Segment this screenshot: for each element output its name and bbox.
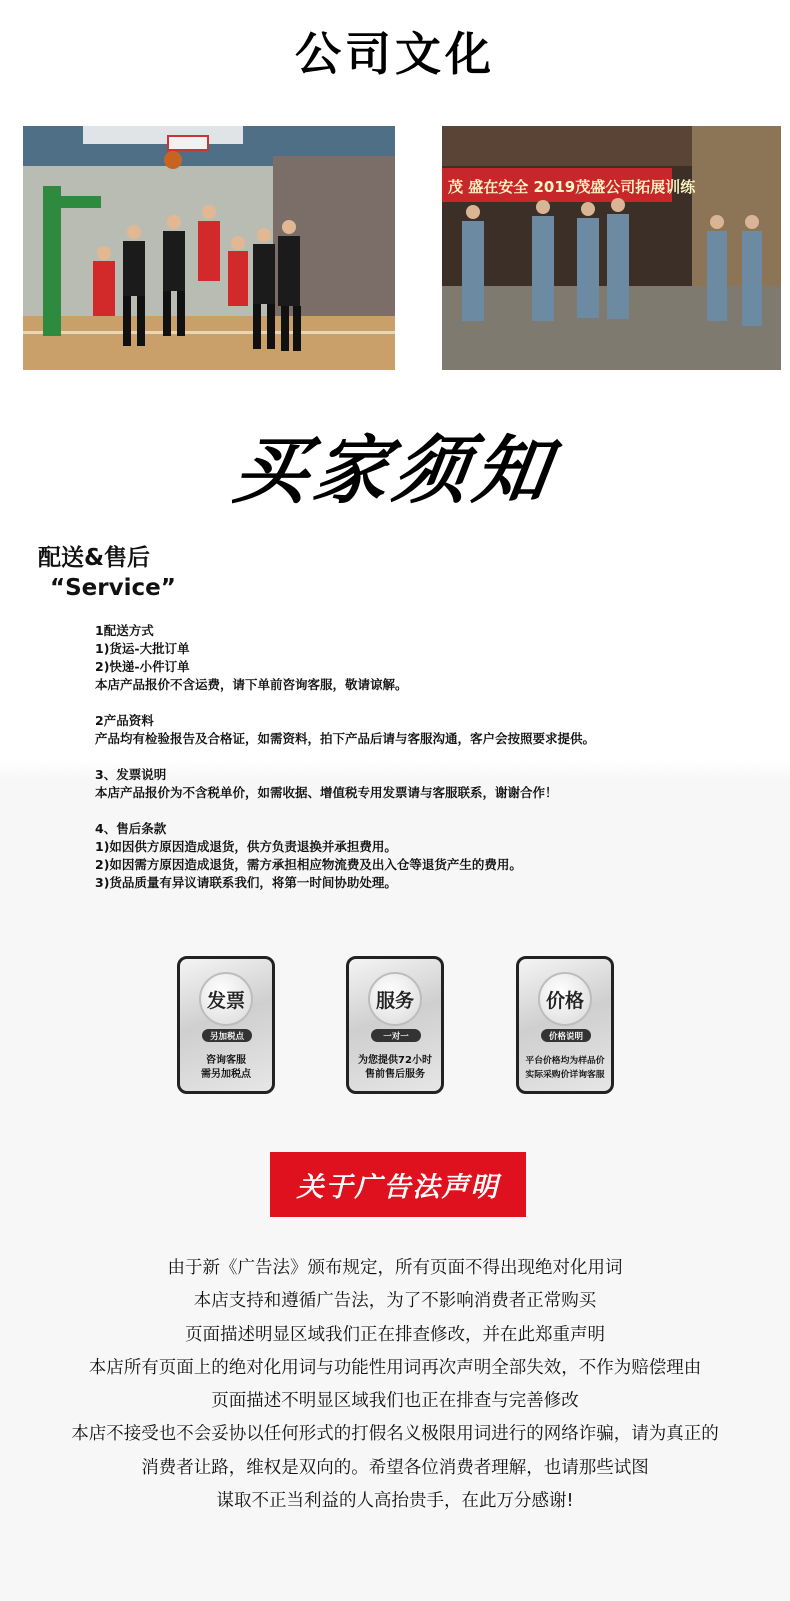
note-line: 1)如因供方原因造成退货，供方负责退换并承担费用。 <box>95 839 397 854</box>
invoice-card-desc <box>180 1054 272 1082</box>
note-line: 1配送方式 <box>95 623 154 638</box>
price-card-tag: 价格说明 <box>541 1029 591 1042</box>
team-banner-text: 茂 盛在安全 2019茂盛公司拓展训练 <box>448 178 696 196</box>
card-desc-line: 咨询客服 <box>206 1055 246 1066</box>
card-desc-line: 为您提供72小时 <box>358 1055 432 1066</box>
service-subtitle: “Service” <box>50 575 176 601</box>
note-line: 1)货运-大批订单 <box>95 641 190 656</box>
ad-law-statement <box>0 1252 790 1518</box>
after-sales-section <box>95 820 735 892</box>
service-card-title: 服务 <box>368 972 422 1026</box>
note-line: 2产品资料 <box>95 713 154 728</box>
basketball-photo-image <box>23 126 395 370</box>
service-card-desc <box>349 1054 441 1082</box>
service-card-tag: 一对一 <box>371 1029 421 1042</box>
basketball-photo <box>23 126 395 370</box>
note-line: 本店产品报价为不含税单价，如需收据、增值税专用发票请与客服联系，谢谢合作！ <box>95 785 558 800</box>
buyer-notice-title: 买家须知 <box>228 428 561 514</box>
note-line: 2)快递-小件订单 <box>95 659 190 674</box>
statement-line: 页面描述不明显区域我们也正在排查与完善修改 <box>211 1391 579 1412</box>
price-card-title: 价格 <box>538 972 592 1026</box>
ad-law-title-banner: 关于广告法声明 <box>270 1152 526 1217</box>
statement-line: 本店支持和遵循广告法，为了不影响消费者正常购买 <box>193 1291 597 1312</box>
note-line: 产品均有检验报告及合格证，如需资料，拍下产品后请与客服沟通，客户会按照要求提供。 <box>95 731 596 746</box>
culture-title: 公司文化 <box>295 27 495 81</box>
service-card <box>346 956 444 1094</box>
card-desc-line: 平台价格均为样品价 <box>525 1056 605 1066</box>
service-notes <box>95 622 735 910</box>
statement-line: 页面描述明显区域我们正在排查修改，并在此郑重声明 <box>185 1324 605 1345</box>
statement-line: 由于新《广告法》颁布规定，所有页面不得出现绝对化用词 <box>167 1258 623 1278</box>
note-line: 3、发票说明 <box>95 767 167 782</box>
team-building-photo-image <box>442 126 781 370</box>
invoice-card-title: 发票 <box>199 972 253 1026</box>
note-line: 3)货品质量有异议请联系我们，将第一时间协助处理。 <box>95 875 397 890</box>
price-card-desc <box>519 1054 611 1082</box>
delivery-section <box>95 622 735 694</box>
card-desc-line: 售前售后服务 <box>365 1069 425 1080</box>
team-building-photo <box>442 126 781 370</box>
invoice-card <box>177 956 275 1094</box>
note-line: 本店产品报价不含运费，请下单前咨询客服，敬请谅解。 <box>95 677 408 692</box>
card-desc-line: 需另加税点 <box>201 1069 251 1080</box>
note-line: 2)如因需方原因造成退货，需方承担相应物流费及出入仓等退货产生的费用。 <box>95 857 522 872</box>
invoice-section <box>95 766 735 802</box>
statement-line: 谋取不正当利益的人高抬贵手，在此万分感谢! <box>216 1491 574 1512</box>
product-info-section <box>95 712 735 748</box>
statement-line: 消费者让路，维权是双向的。希望各位消费者理解，也请那些试图 <box>141 1457 649 1478</box>
statement-line: 本店所有页面上的绝对化用词与功能性用词再次声明全部失效，不作为赔偿理由 <box>88 1357 702 1378</box>
card-desc-line: 实际采购价详询客服 <box>525 1070 605 1080</box>
note-line: 4、售后条款 <box>95 821 167 836</box>
statement-line: 本店不接受也不会妥协以任何形式的打假名义极限用词进行的网络诈骗，请为真正的 <box>71 1424 719 1445</box>
price-card <box>516 956 614 1094</box>
service-title: 配送&售后 <box>38 545 151 571</box>
invoice-card-tag: 另加税点 <box>202 1029 252 1042</box>
